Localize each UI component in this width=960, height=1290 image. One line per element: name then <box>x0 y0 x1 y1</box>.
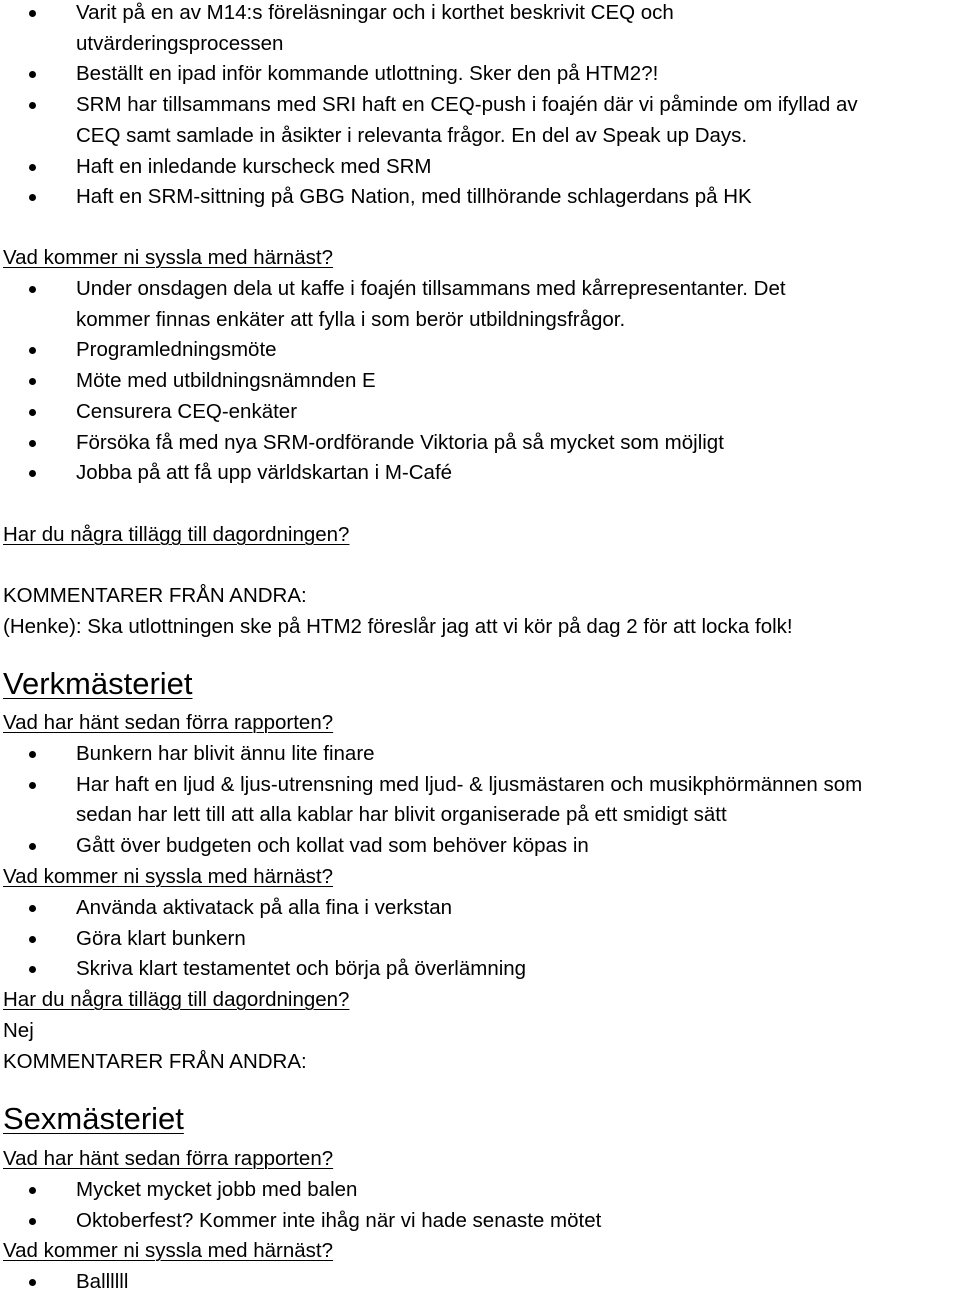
list-item-line: Beställt en ipad inför kommande utlottning. Sker den på HTM2?! <box>76 62 659 86</box>
sex-since-question: Vad har hänt sedan förra rapporten? <box>3 1147 334 1170</box>
list-item <box>0 1206 960 1237</box>
verk-since-question: Vad har hänt sedan förra rapporten? <box>3 711 334 734</box>
sex-next-list <box>0 1267 960 1290</box>
verk-done-list <box>0 739 960 862</box>
sri-next-question: Vad kommer ni syssla med härnäst? <box>3 246 334 269</box>
list-item <box>0 90 960 151</box>
list-item <box>0 893 960 924</box>
list-item-line: Gått över budgeten och kollat vad som behöver köpas in <box>76 834 589 858</box>
list-item <box>0 0 960 59</box>
list-item-line: CEQ samt samlade in åsikter i relevanta frågor. En del av Speak up Days. <box>76 123 748 147</box>
list-item-line: Haft en SRM-sittning på GBG Nation, med tillhörande schlagerdans på HK <box>76 185 752 209</box>
sri-comment-text: (Henke): Ska utlottningen ske på HTM2 föreslår jag att vi kör på dag 2 för att locka folk! <box>3 615 793 638</box>
list-item-line: Varit på en av M14:s föreläsningar och i korthet beskrivit CEQ och <box>76 1 674 24</box>
verk-comments-label: KOMMENTARER FRÅN ANDRA: <box>3 1050 307 1073</box>
verk-next-list <box>0 893 960 985</box>
sri-done-list <box>0 0 960 213</box>
list-item-line: Oktoberfest? Kommer inte ihåg när vi hade senaste mötet <box>76 1208 602 1232</box>
list-item-line: Mycket mycket jobb med balen <box>76 1178 358 1201</box>
list-item <box>0 739 960 770</box>
list-item <box>0 366 960 397</box>
list-item <box>0 182 960 213</box>
list-item-line: Bunkern har blivit ännu lite finare <box>76 742 375 765</box>
verk-agenda-answer: Nej <box>3 1019 34 1042</box>
list-item-line: Jobba på att få upp världskartan i M-Café <box>76 461 453 485</box>
list-item-line: Ballllll <box>76 1270 129 1290</box>
list-item-line: Använda aktivatack på alla fina i verkstan <box>76 896 453 919</box>
sri-agenda-question: Har du några tillägg till dagordningen? <box>3 523 350 546</box>
verk-agenda-question: Har du några tillägg till dagordningen? <box>3 988 350 1011</box>
list-item-line: Möte med utbildningsnämnden E <box>76 369 376 393</box>
list-item <box>0 397 960 428</box>
sex-next-question: Vad kommer ni syssla med härnäst? <box>3 1239 334 1262</box>
list-item-line: Censurera CEQ-enkäter <box>76 399 298 423</box>
list-item <box>0 1267 960 1290</box>
list-item-line: Under onsdagen dela ut kaffe i foajén tillsammans med kårrepresentanter. Det <box>76 277 786 300</box>
list-item <box>0 335 960 366</box>
list-item <box>0 458 960 489</box>
verk-next-question: Vad kommer ni syssla med härnäst? <box>3 865 334 888</box>
verkmasteriet-heading: Verkmästeriet <box>3 666 193 701</box>
list-item <box>0 1175 960 1206</box>
list-item <box>0 428 960 459</box>
sri-next-list <box>0 274 960 489</box>
list-item-line: Haft en inledande kurscheck med SRM <box>76 154 432 178</box>
list-item-line: Skriva klart testamentet och börja på överlämning <box>76 957 527 981</box>
sri-comments-label: KOMMENTARER FRÅN ANDRA: <box>3 584 307 607</box>
list-item-line: kommer finnas enkäter att fylla i som berör utbildningsfrågor. <box>76 307 626 331</box>
list-item-line: Har haft en ljud & ljus-utrensning med ljud- & ljusmästaren och musikphörmännen som <box>76 772 863 796</box>
list-item-line: utvärderingsprocessen <box>76 31 284 55</box>
list-item <box>0 770 960 831</box>
sexmasteriet-heading: Sexmästeriet <box>3 1101 184 1136</box>
list-item <box>0 924 960 955</box>
list-item <box>0 831 960 862</box>
sex-done-list <box>0 1175 960 1236</box>
list-item-line: SRM har tillsammans med SRI haft en CEQ-push i foajén där vi påminde om ifyllad av <box>76 93 858 117</box>
list-item <box>0 954 960 985</box>
list-item-line: sedan har lett till att alla kablar har blivit organiserade på ett smidigt sätt <box>76 803 727 827</box>
list-item-line: Göra klart bunkern <box>76 926 246 950</box>
list-item <box>0 274 960 335</box>
list-item-line: Programledningsmöte <box>76 338 277 362</box>
list-item-line: Försöka få med nya SRM-ordförande Viktoria på så mycket som möjligt <box>76 430 724 454</box>
list-item <box>0 152 960 183</box>
list-item <box>0 59 960 90</box>
